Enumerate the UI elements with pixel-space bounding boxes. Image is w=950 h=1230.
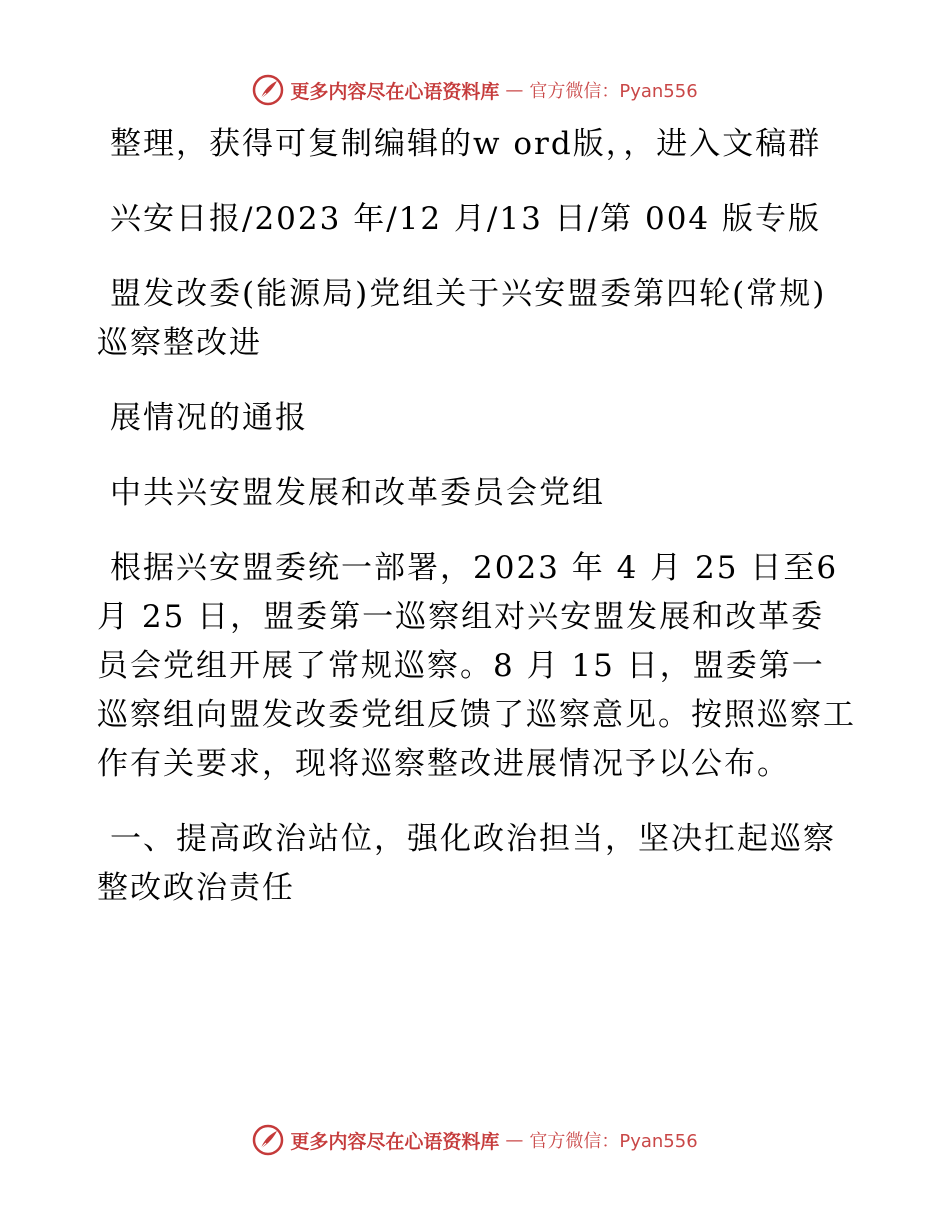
paragraph-section-heading: 一、提高政治站位，强化政治担当，坚决扛起巡察整改政治责任 xyxy=(97,821,836,906)
watermark-brand-text: 更多内容尽在心语资料库 xyxy=(290,80,500,103)
paragraph-title: 盟发改委(能源局)党组关于兴安盟委第四轮(常规)巡察整改进 xyxy=(97,276,827,361)
paragraph-intro: 整理，获得可复制编辑的w ord版，，进入文稿群 xyxy=(110,126,822,162)
paragraph-source-line: 兴安日报/2023 年/12 月/13 日/第 004 版专版 xyxy=(110,201,822,237)
watermark-separator: — xyxy=(505,1129,524,1151)
watermark-contact-text: 官方微信：Pyan556 xyxy=(529,1131,698,1152)
feather-pen-logo-icon xyxy=(252,1124,284,1156)
watermark-brand-text: 更多内容尽在心语资料库 xyxy=(290,1130,500,1153)
watermark-contact-text: 官方微信：Pyan556 xyxy=(529,81,698,102)
document-body xyxy=(97,120,857,939)
paragraph-title-continued: 展情况的通报 xyxy=(110,400,308,436)
header-watermark xyxy=(0,70,950,110)
footer-watermark xyxy=(0,1120,950,1160)
watermark-separator: — xyxy=(505,79,524,101)
paragraph-body: 根据兴安盟委统一部署，2023 年 4 月 25 日至6 月 25 日，盟委第一巡察组对兴安盟发展和改革委员会党组开展了常规巡察。8 月 15 日，盟委第一巡察组向盟发改委党组反馈了巡察意见。按照巡察工作有关要求，现将巡察整改进展情况予以公布。 xyxy=(97,550,856,782)
feather-pen-logo-icon xyxy=(252,74,284,106)
paragraph-issuer: 中共兴安盟发展和改革委员会党组 xyxy=(110,475,605,511)
